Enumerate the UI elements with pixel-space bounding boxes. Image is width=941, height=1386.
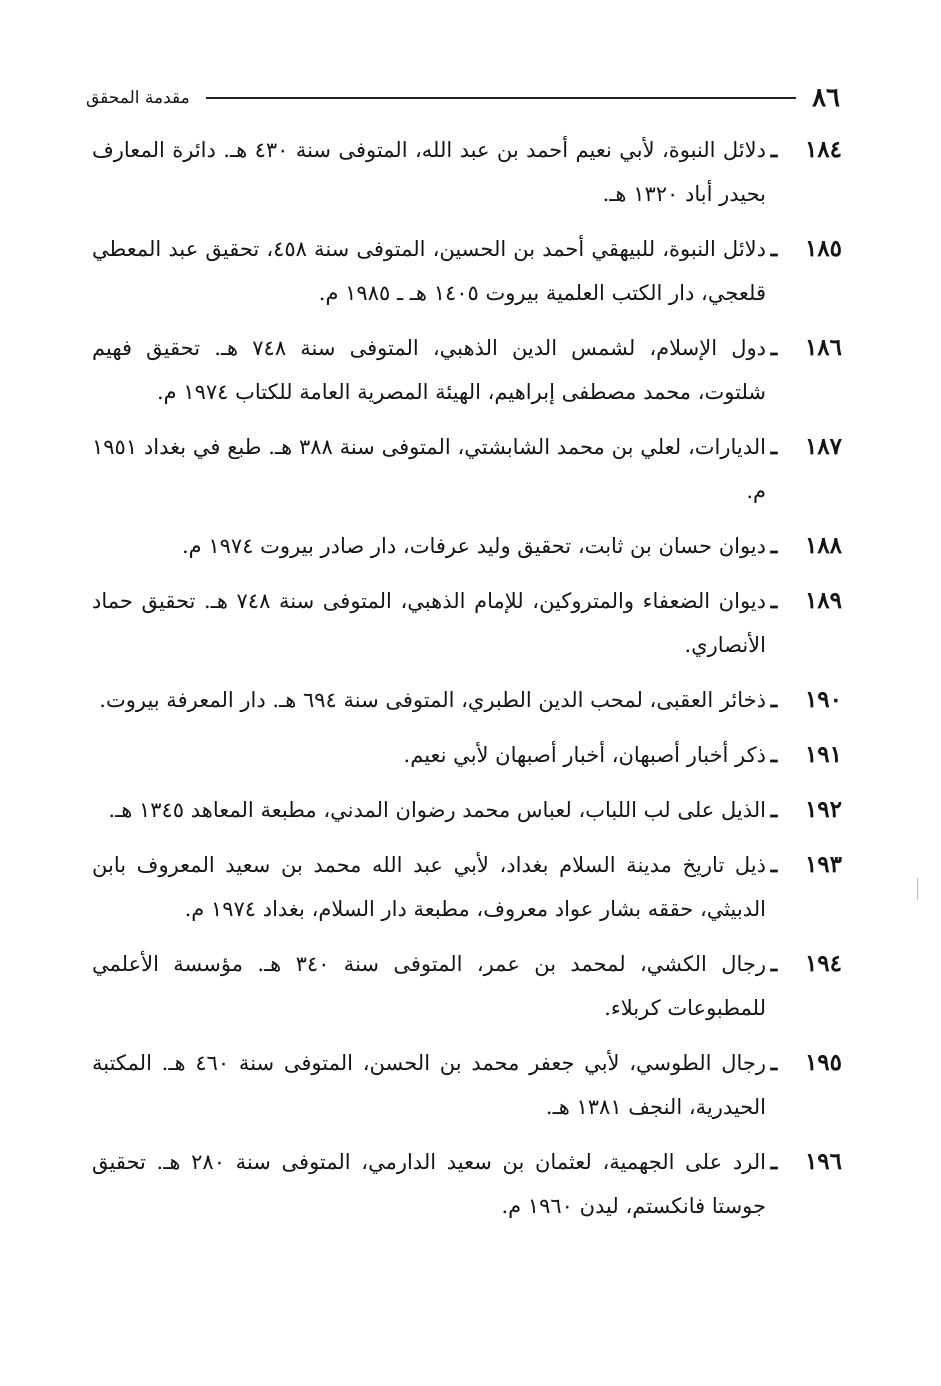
entry-number: ١٩٢ [804,796,842,823]
entry-text: ذكر أخبار أصبهان، أخبار أصبهان لأبي نعيم. [403,743,766,767]
entry-dash: ـ [770,588,778,614]
entry-text: الذيل على لب اللباب، لعباس محمد رضوان المدني، مطبعة المعاهد ١٣٤٥ هـ. [108,798,766,822]
bibliography-entry [92,425,842,513]
section-title: مقدمة المحقق [86,88,190,108]
entry-text: ذخائر العقبى، لمحب الدين الطبري، المتوفى سنة ٦٩٤ هـ. دار المعرفة بيروت. [99,688,766,712]
entry-dash: ـ [770,236,778,262]
entry-text: دلائل النبوة، لأبي نعيم أحمد بن عبد الله، المتوفى سنة ٤٣٠ هـ. دائرة المعارف بحيدر أباد ١٣٢٠ هـ. [92,138,766,206]
scan-margin-mark [917,878,918,900]
bibliography-entry [92,843,842,931]
entry-text: دلائل النبوة، للبيهقي أحمد بن الحسين، المتوفى سنة ٤٥٨، تحقيق عبد المعطي قلعجي، دار الكتب العلمية بيروت ١٤٠٥ هـ ـ ١٩٨٥ م. [92,237,766,305]
entry-dash: ـ [770,687,778,713]
entry-dash: ـ [770,742,778,768]
bibliography-entry [92,733,842,777]
entry-text: الديارات، لعلي بن محمد الشابشتي، المتوفى سنة ٣٨٨ هـ. طبع في بغداد ١٩٥١ م. [92,435,767,503]
header-rule [206,97,796,99]
bibliography-entry [92,326,842,414]
entry-dash: ـ [770,1050,778,1076]
entry-text: رجال الكشي، لمحمد بن عمر، المتوفى سنة ٣٤٠ هـ. مؤسسة الأعلمي للمطبوعات كربلاء. [92,952,766,1020]
entry-dash: ـ [770,852,778,878]
running-header [86,78,840,118]
entry-dash: ـ [770,533,778,559]
bibliography-entry [92,1140,842,1228]
entry-number: ١٨٧ [804,433,842,460]
entry-number: ١٩٦ [804,1148,842,1175]
entry-text: الرد على الجهمية، لعثمان بن سعيد الدارمي، المتوفى سنة ٢٨٠ هـ. تحقيق جوستا فانكستم، ليدن ١٩٦٠ م. [92,1150,766,1218]
entry-number: ١٨٥ [804,235,842,262]
bibliography-list [92,128,842,1239]
bibliography-entry [92,579,842,667]
entry-text: ديوان الضعفاء والمتروكين، للإمام الذهبي، المتوفى سنة ٧٤٨ هـ. تحقيق حماد الأنصاري. [92,589,766,657]
bibliography-entry [92,524,842,568]
bibliography-entry [92,1041,842,1129]
bibliography-entry [92,678,842,722]
entry-dash: ـ [770,797,778,823]
entry-text: ديوان حسان بن ثابت، تحقيق وليد عرفات، دار صادر بيروت ١٩٧٤ م. [182,534,766,558]
bibliography-entry [92,788,842,832]
bibliography-entry [92,227,842,315]
entry-number: ١٩٤ [804,950,842,977]
bibliography-entry [92,128,842,216]
entry-text: ذيل تاريخ مدينة السلام بغداد، لأبي عبد الله محمد بن سعيد المعروف بابن الدبيثي، حققه بشار عواد معروف، مطبعة دار السلام، بغداد ١٩٧٤ م. [92,853,766,921]
entry-number: ١٩٠ [804,686,842,713]
entry-number: ١٩٥ [804,1049,842,1076]
bibliography-entry [92,942,842,1030]
entry-dash: ـ [770,335,778,361]
page-number: ٨٦ [812,83,840,113]
entry-number: ١٨٨ [804,532,842,559]
entry-text: رجال الطوسي، لأبي جعفر محمد بن الحسن، المتوفى سنة ٤٦٠ هـ. المكتبة الحيدرية، النجف ١٣٨١ هـ. [92,1051,766,1119]
entry-number: ١٨٦ [804,334,842,361]
entry-number: ١٨٩ [804,587,842,614]
entry-text: دول الإسلام، لشمس الدين الذهبي، المتوفى سنة ٧٤٨ هـ. تحقيق فهيم شلتوت، محمد مصطفى إبراهيم، الهيئة المصرية العامة للكتاب ١٩٧٤ م. [92,336,766,404]
entry-number: ١٩١ [804,741,842,768]
entry-dash: ـ [770,951,778,977]
entry-dash: ـ [770,434,778,460]
entry-number: ١٩٣ [804,851,842,878]
entry-number: ١٨٤ [804,136,842,163]
entry-dash: ـ [770,1149,778,1175]
entry-dash: ـ [770,137,778,163]
